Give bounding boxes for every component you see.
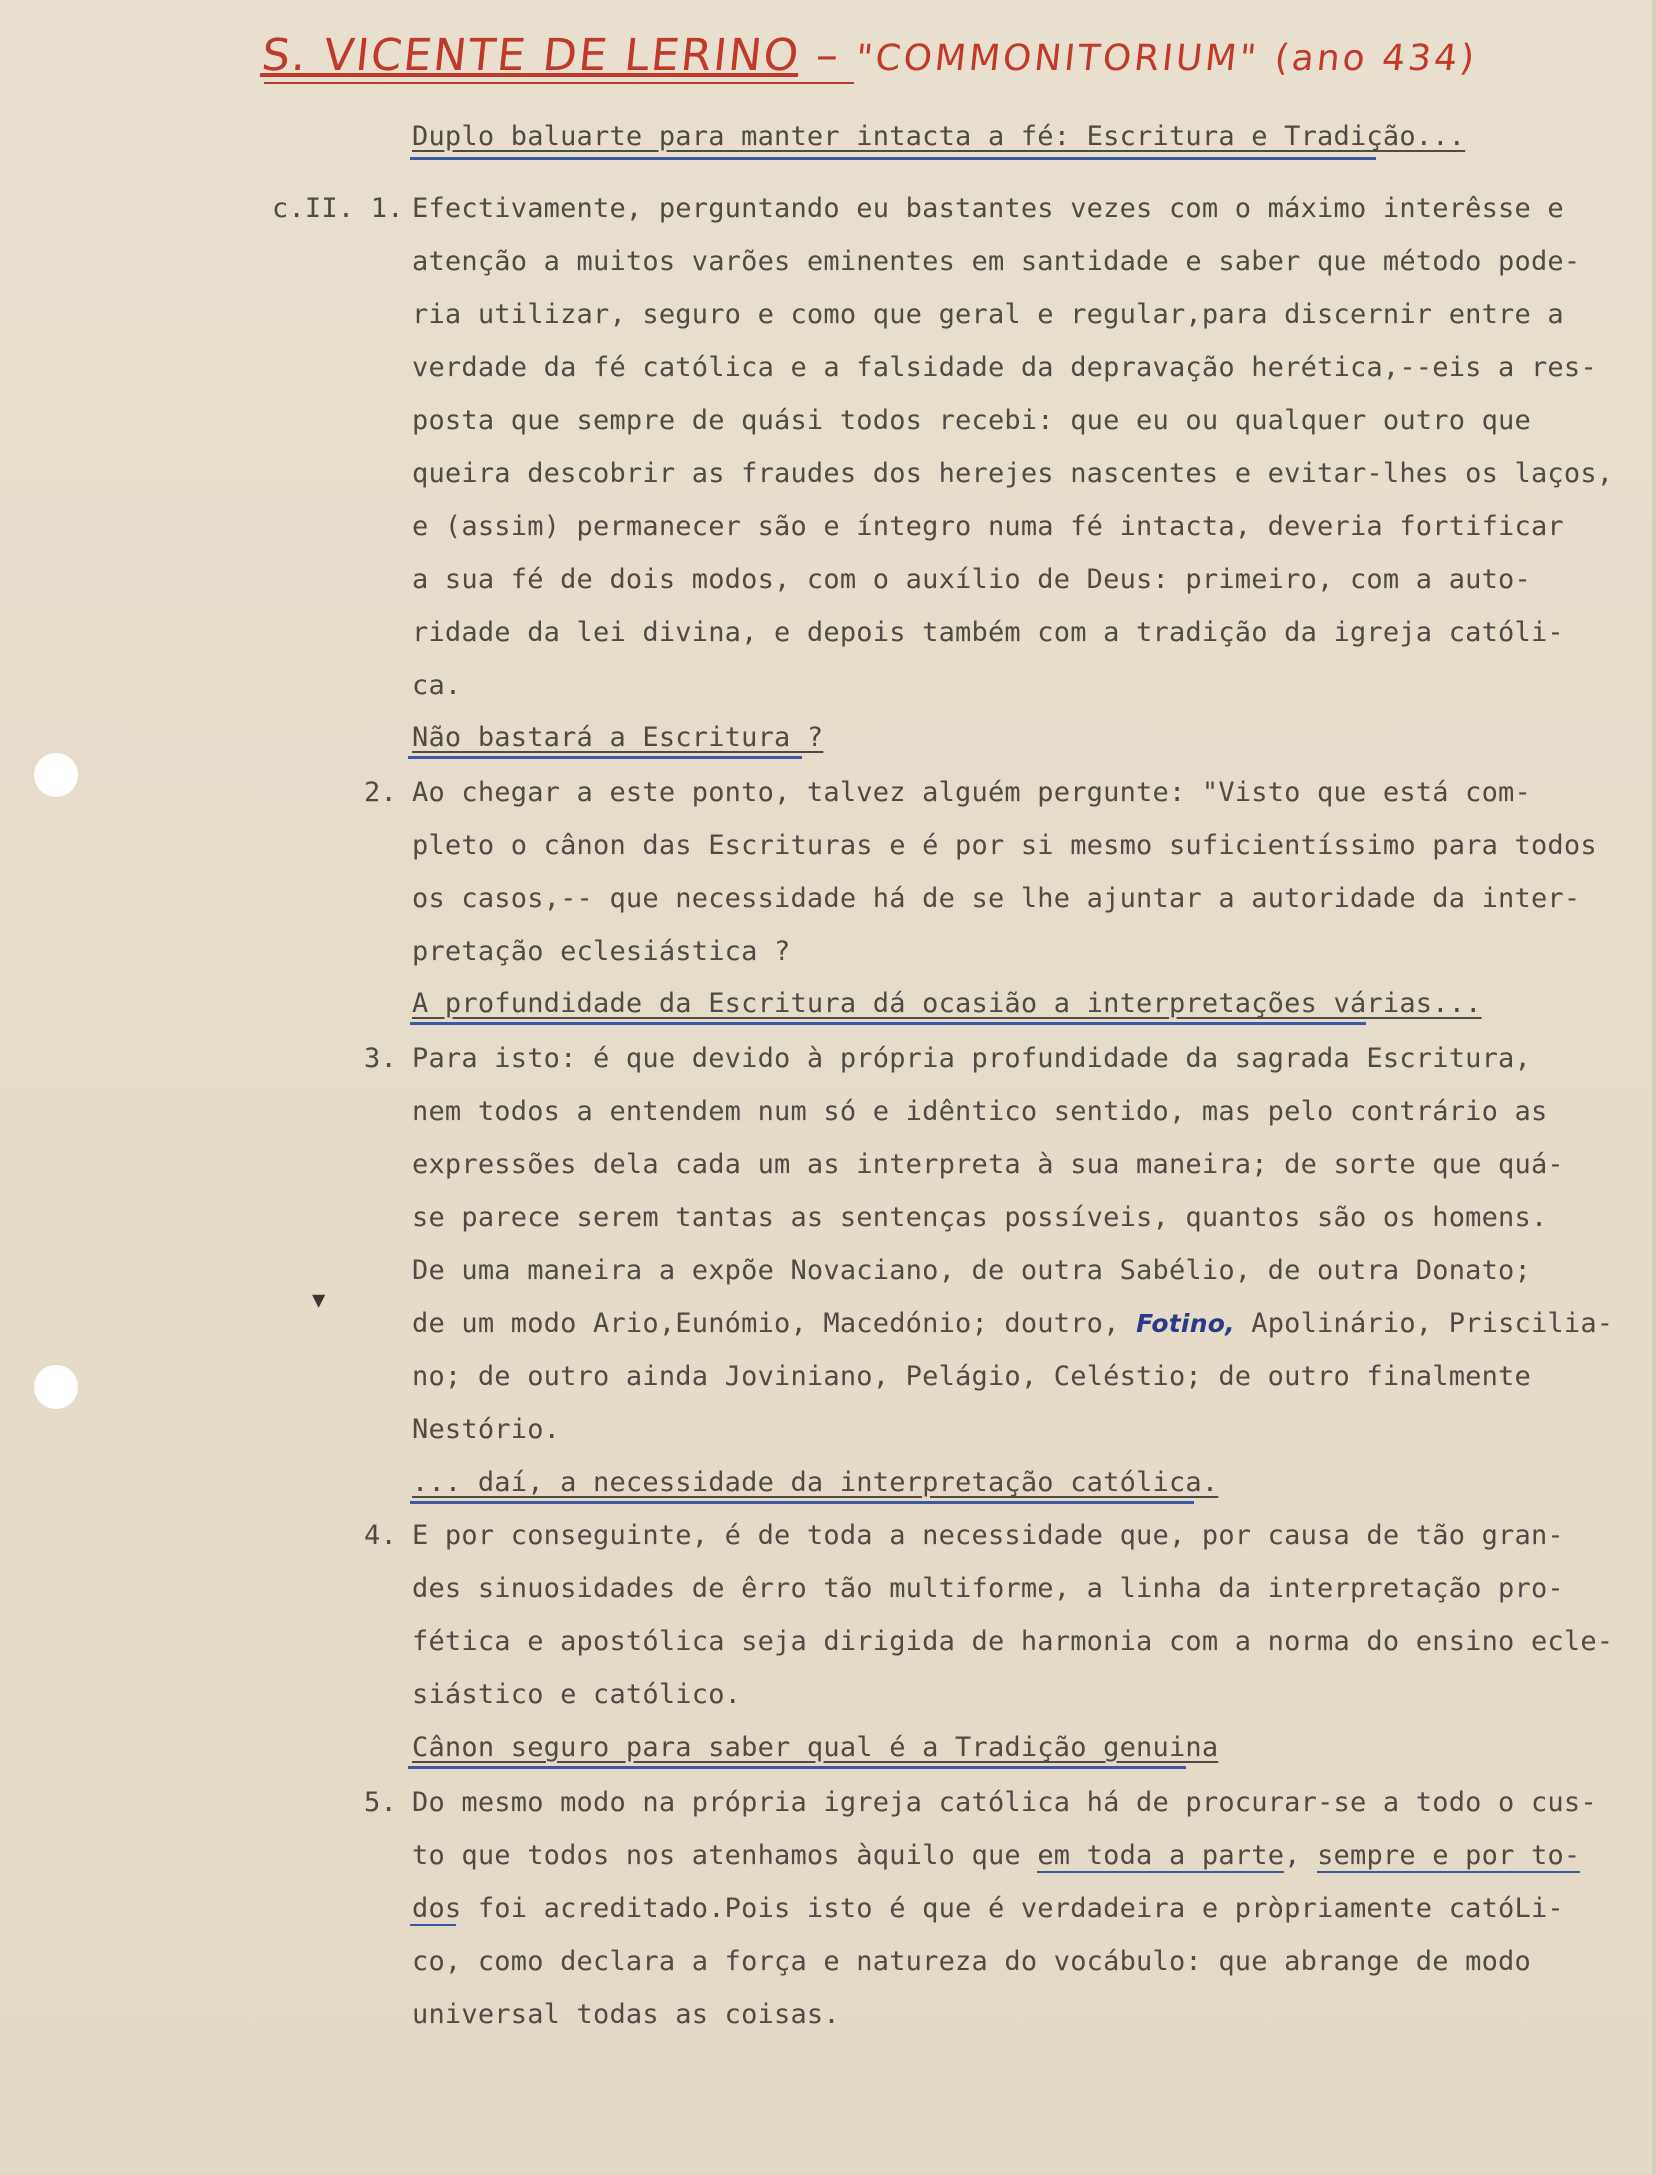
text-line: pretação eclesiástica ?: [412, 936, 791, 967]
text-line: Ao chegar a este ponto, talvez alguém pergunte: "Visto que está com-: [412, 777, 1531, 808]
heading-underline: [408, 1766, 1186, 1769]
section-heading: A profundidade da Escritura dá ocasião a interpretações várias...: [412, 988, 1482, 1019]
section-heading: Não bastará a Escritura ?: [412, 722, 824, 753]
text-punctuation: ,: [1284, 1840, 1318, 1871]
section-label: 2.: [364, 777, 397, 808]
text-line: ridade da lei divina, e depois também com a tradição da igreja católi-: [412, 617, 1564, 648]
text-line: Para isto: é que devido à própria profundidade da sagrada Escritura,: [412, 1043, 1531, 1074]
handwritten-insertion: Fotino,: [1136, 1309, 1235, 1338]
text-line: siástico e católico.: [412, 1679, 742, 1710]
text-line: [412, 1894, 1564, 1924]
text-line: des sinuosidades de êrro tão multiforme, a linha da interpretação pro-: [412, 1573, 1564, 1604]
text-line: Nestório.: [412, 1414, 561, 1445]
text-line: os casos,-- que necessidade há de se lhe ajuntar a autoridade da inter-: [412, 883, 1581, 914]
text-line: co, como declara a força e natureza do vocábulo: que abrange de modo: [412, 1946, 1531, 1977]
title-work: "COMMONITORIUM": [853, 38, 1261, 79]
text-line: ria utilizar, seguro e como que geral e regular,para discernir entre a: [412, 299, 1564, 330]
section-heading: Duplo baluarte para manter intacta a fé: Escritura e Tradição...: [412, 121, 1466, 152]
text-line: atenção a muitos varões eminentes em santidade e saber que método pode-: [412, 246, 1581, 277]
text-line: e (assim) permanecer são e íntegro numa fé intacta, deveria fortificar: [412, 511, 1564, 542]
page-edge: [1652, 0, 1656, 2175]
punch-hole-bottom: [34, 1365, 78, 1409]
heading-underline: [410, 157, 1376, 160]
text-line: Do mesmo modo na própria igreja católica há de procurar-se a todo o cus-: [412, 1787, 1597, 1818]
section-label: 5.: [364, 1787, 397, 1818]
text-line: [412, 1841, 1580, 1871]
text-line-start: to que todos nos atenhamos àquilo que: [412, 1840, 1038, 1871]
text-line: De uma maneira a expõe Novaciano, de outra Sabélio, de outra Donato;: [412, 1255, 1531, 1286]
punch-hole-top: [34, 753, 78, 797]
underline-continuation: [410, 1924, 456, 1926]
title-year: (ano 434): [1272, 38, 1480, 79]
title-author: S. VICENTE DE LERINO: [259, 30, 803, 81]
heading-underline: [410, 1501, 1194, 1504]
underlined-phrase: em toda a parte: [1037, 1840, 1285, 1871]
text-line: verdade da fé católica e a falsidade da depravação herética,--eis a res-: [412, 352, 1597, 383]
text-line-end: Apolinário, Priscilia-: [1251, 1308, 1614, 1339]
text-line: expressões dela cada um as interpreta à sua maneira; de sorte que quá-: [412, 1149, 1564, 1180]
heading-underline: [410, 1022, 1366, 1025]
text-line: E por conseguinte, é de toda a necessidade que, por causa de tão gran-: [412, 1520, 1564, 1551]
text-line: universal todas as coisas.: [412, 1999, 840, 2030]
text-line: se parece serem tantas as sentenças possíveis, quantos são os homens.: [412, 1202, 1548, 1233]
text-line-content: dos foi acreditado.Pois isto é que é verdadeira e pròpriamente catóLi-: [412, 1893, 1564, 1924]
text-line: Efectivamente, perguntando eu bastantes vezes com o máximo interêsse e: [412, 193, 1564, 224]
text-line: nem todos a entendem num só e idêntico sentido, mas pelo contrário as: [412, 1096, 1548, 1127]
title-separator: –: [813, 30, 843, 81]
text-line: a sua fé de dois modos, com o auxílio de Deus: primeiro, com a auto-: [412, 564, 1531, 595]
handwritten-title: [259, 30, 1480, 81]
text-line: posta que sempre de quási todos recebi: que eu ou qualquer outro que: [412, 405, 1531, 436]
text-line: fética e apostólica seja dirigida de harmonia com a norma do ensino ecle-: [412, 1626, 1614, 1657]
text-line: queira descobrir as fraudes dos herejes nascentes e evitar-lhes os laços,: [412, 458, 1614, 489]
margin-mark: ▼: [312, 1288, 326, 1313]
text-line: ca.: [412, 670, 462, 701]
section-label: 3.: [364, 1043, 397, 1074]
underlined-phrase: sempre e por to-: [1317, 1840, 1581, 1871]
title-underline: [264, 82, 854, 84]
text-line: pleto o cânon das Escrituras e é por si mesmo suficientíssimo para todos: [412, 830, 1597, 861]
section-label: c.II. 1.: [272, 193, 404, 224]
text-line: no; de outro ainda Joviniano, Pelágio, Celéstio; de outro finalmente: [412, 1361, 1531, 1392]
text-line: [412, 1309, 1613, 1339]
section-heading: Cânon seguro para saber qual é a Tradição genuina: [412, 1732, 1219, 1763]
text-line-start: de um modo Ario,Eunómio, Macedónio; doutro,: [412, 1308, 1120, 1339]
heading-underline: [408, 756, 802, 759]
section-heading: ... daí, a necessidade da interpretação católica.: [412, 1467, 1219, 1498]
section-label: 4.: [364, 1520, 397, 1551]
